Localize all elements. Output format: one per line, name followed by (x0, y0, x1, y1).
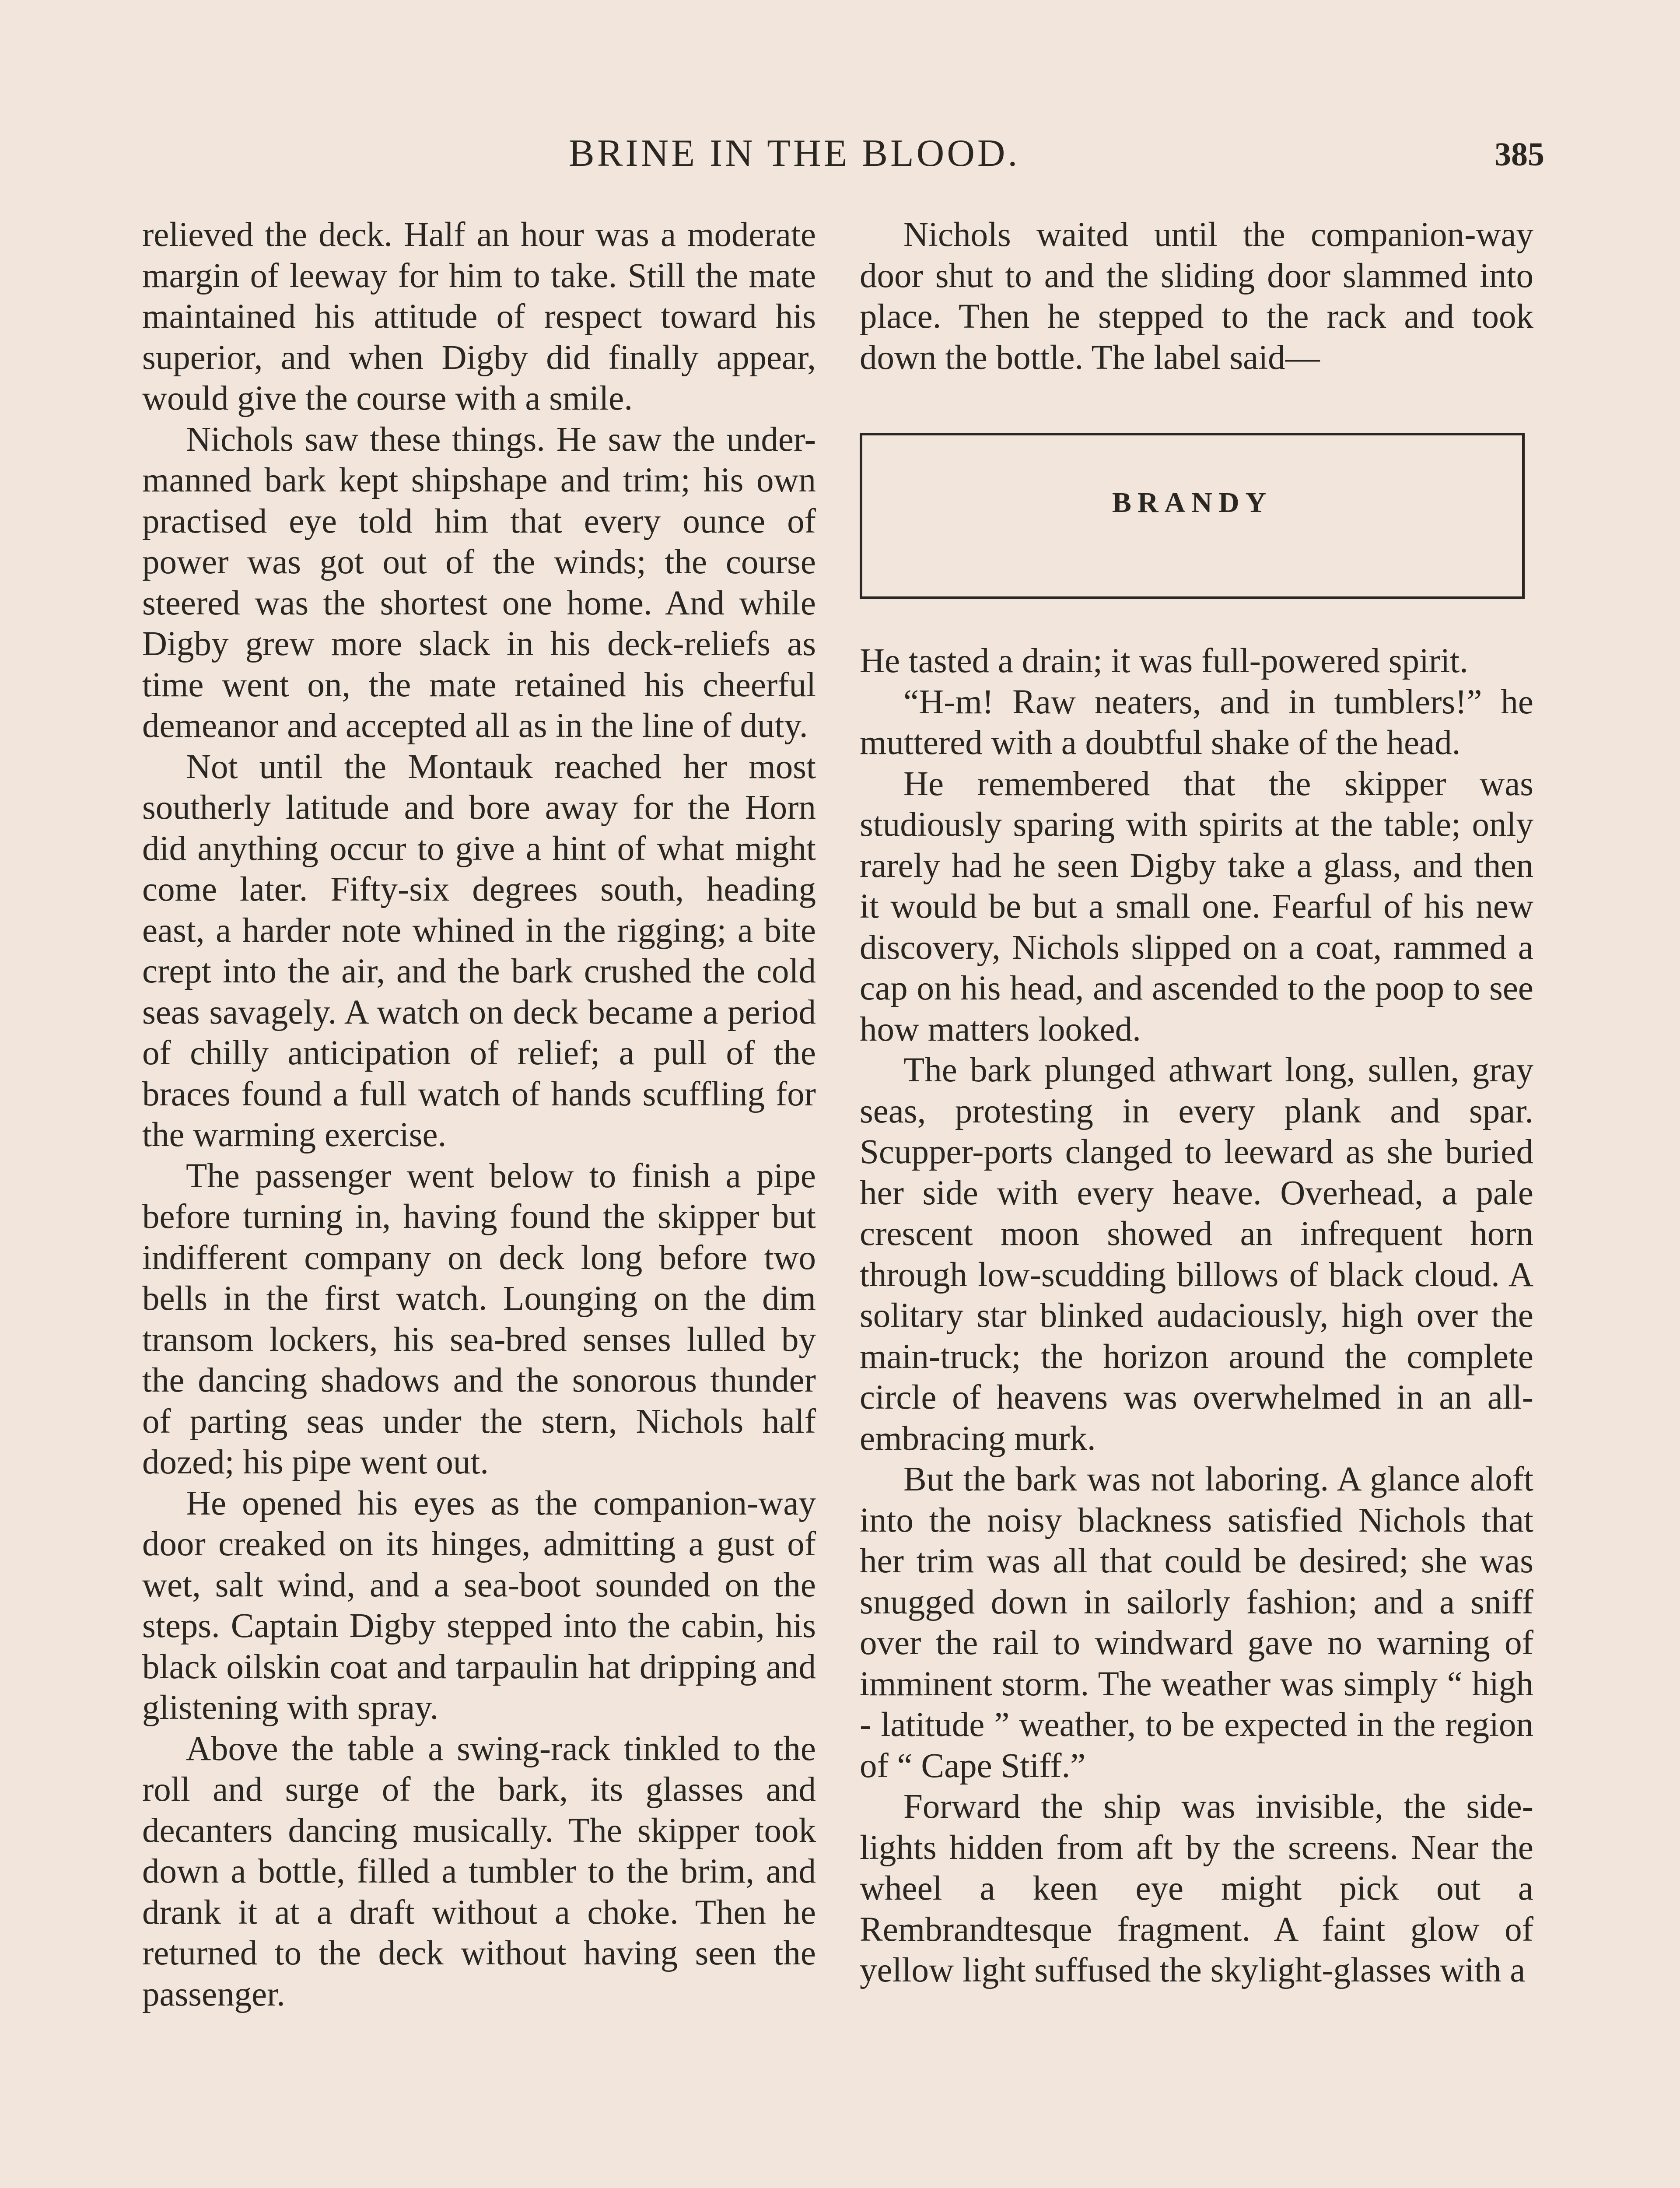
paragraph: The passenger went below to finish a pipe before turning in, having found the skipper but indifferent company on deck long before two bells in the first watch. Lounging on the dim transom lockers, his sea-bred senses lulled by the dancing shadows and the sonorous thunder of parting seas under the stern, Nichols half dozed; his pipe went out. (142, 1157, 816, 1481)
paragraph: Nichols waited until the companion-way door shut to and the sliding door slammed into place. Then he stepped to the rack and took down the bottle. The label said— (860, 216, 1533, 377)
running-head: BRINE IN THE BLOOD. (569, 132, 1020, 175)
bottle-label-text: BRANDY (1112, 487, 1273, 519)
paragraph: Forward the ship was invisible, the side-lights hidden from aft by the screens. Near the wheel a keen eye might pick out a Rembrandtesque fragment. A faint glow of yellow light suffused the skylight-glasses with a (860, 1788, 1533, 1989)
paragraph: Above the table a swing-rack tinkled to the roll and surge of the bark, its glasses and decanters dancing musically. The skipper took down a bottle, filled a tumbler to the brim, and drank it at a draft without a choke. Then he returned to the deck without having seen the passenger. (142, 1729, 816, 2013)
left-column (142, 214, 816, 2015)
paragraph: He remembered that the skipper was studiously sparing with spirits at the table; only rarely had he seen Digby take a glass, and then it would be but a small one. Fearful of his new discovery, Nichols slipped on a coat, rammed a cap on his head, and ascended to the poop to see how matters looked. (860, 764, 1533, 1048)
bottle-label-box (860, 433, 1525, 599)
paragraph: He opened his eyes as the companion-way door creaked on its hinges, admitting a gust of wet, salt wind, and a sea-boot sounded on the steps. Captain Digby stepped into the cabin, his black oilskin coat and tarpaulin hat dripping and glistening with spray. (142, 1484, 816, 1727)
paragraph: The bark plunged athwart long, sullen, gray seas, protesting in every plank and spar. Scupper-ports clanged to leeward as she buried her side with every heave. Overhead, a pale crescent moon showed an infrequent horn through low-scudding billows of black cloud. A solitary star blinked audaciously, high over the main-truck; the horizon around the complete circle of heavens was overwhelmed in an all-embracing murk. (860, 1051, 1533, 1458)
right-column (860, 214, 1533, 1991)
paragraph: relieved the deck. Half an hour was a moderate margin of leeway for him to take. Still the mate maintained his attitude of respect toward his superior, and when Digby did finally appear, would give the course with a smile. (142, 216, 816, 417)
page-number: 385 (1494, 136, 1544, 173)
paragraph: He tasted a drain; it was full-powered spirit. (860, 642, 1468, 680)
paragraph: Not until the Montauk reached her most southerly latitude and bore away for the Horn did anything occur to give a hint of what might come later. Fifty-six degrees south, heading east, a harder note whined in the rigging; a bite crept into the air, and the bark crushed the cold seas savagely. A watch on deck became a period of chilly anticipation of relief; a pull of the braces found a full watch of hands scuffling for the warming exercise. (142, 747, 816, 1154)
paragraph: But the bark was not laboring. A glance aloft into the noisy blackness satisfied Nichols that her trim was all that could be desired; she was snugged down in sailorly fashion; and a sniff over the rail to windward gave no warning of imminent storm. The weather was simply “ high - latitude ” weather, to be expected in the region of “ Cape Stiff.” (860, 1460, 1533, 1785)
paragraph: Nichols saw these things. He saw the under-manned bark kept shipshape and trim; his own practised eye told him that every ounce of power was got out of the winds; the course steered was the shortest one home. And while Digby grew more slack in his deck-reliefs as time went on, the mate retained his cheerful demeanor and accepted all as in the line of duty. (142, 420, 816, 745)
paragraph: “H-m! Raw neaters, and in tumblers!” he muttered with a doubtful shake of the head. (860, 683, 1533, 762)
